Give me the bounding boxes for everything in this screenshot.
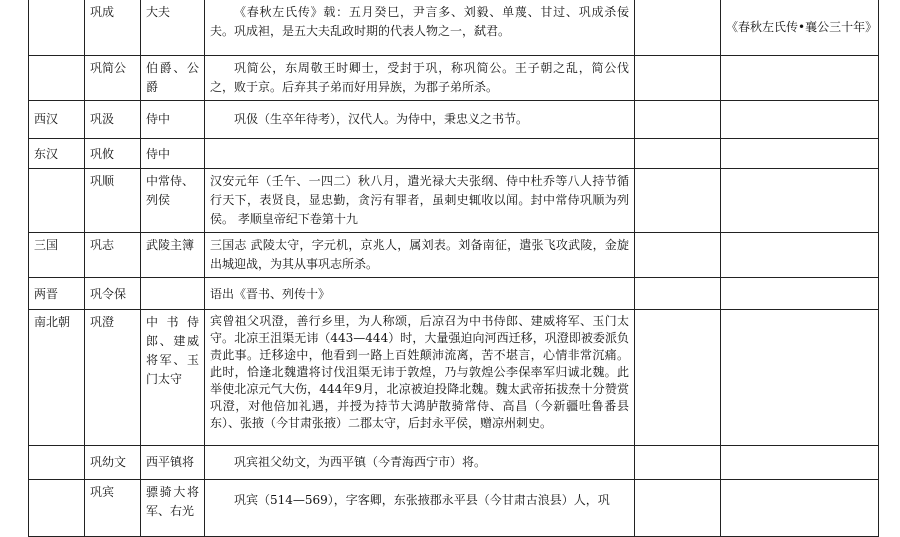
source-cell bbox=[721, 309, 879, 445]
era-cell: 东汉 bbox=[29, 138, 85, 168]
name-cell: 巩令保 bbox=[85, 277, 141, 309]
era-cell: 三国 bbox=[29, 232, 85, 277]
blank-cell bbox=[635, 445, 721, 479]
description-cell: 宾曾祖父巩澄，善行乡里，为人称颂，后凉召为中书侍郎、建威将军、玉门太守。北凉王沮渠无讳（443—444）时，大量强迫向河西迁移，巩澄即被委派负责此事。迁移途中，他看到一路上百姓颠沛流离，苦不堪言，心情非常沉痛。此时，恰逢北魏遣将讨伐沮渠无讳于敦煌，乃与敦煌公李保率军归诚北魏。此举使北凉元气大伤，444年9月，北凉被迫投降北魏。魏太武帝拓拔焘十分赞赏巩澄，对他倍加礼遇，并授为持节大鸿胪散骑常侍、高昌（今新疆吐鲁番县东）、张掖（今甘肃张掖）二郡太守，后封永平侯，赠凉州刺史。 bbox=[205, 309, 635, 445]
blank-cell bbox=[635, 100, 721, 138]
name-cell: 巩顺 bbox=[85, 168, 141, 232]
blank-cell bbox=[635, 0, 721, 55]
source-cell: 《春秋左氏传•襄公三十年》 bbox=[721, 0, 879, 55]
source-cell bbox=[721, 445, 879, 479]
title-cell: 伯爵、公爵 bbox=[141, 55, 205, 100]
source-cell bbox=[721, 277, 879, 309]
table-row bbox=[29, 0, 879, 55]
source-cell bbox=[721, 479, 879, 536]
source-cell bbox=[721, 232, 879, 277]
description-cell: 汉安元年（壬午、一四二）秋八月，遣光禄大夫张纲、侍中杜乔等八人持节循行天下，表贤良，显忠勤，贪污有罪者，虽刺史辄收以闻。封中常侍巩顺为列侯。 孝顺皇帝纪下卷第十九 bbox=[205, 168, 635, 232]
description-cell: 语出《晋书、列传十》 bbox=[205, 277, 635, 309]
blank-cell bbox=[635, 232, 721, 277]
title-cell: 侍中 bbox=[141, 100, 205, 138]
description-cell: 巩宾祖父幼文，为西平镇（今青海西宁市）将。 bbox=[205, 445, 635, 479]
title-cell: 侍中 bbox=[141, 138, 205, 168]
era-cell: 两晋 bbox=[29, 277, 85, 309]
blank-cell bbox=[635, 55, 721, 100]
name-cell: 巩成 bbox=[85, 0, 141, 55]
title-cell bbox=[141, 277, 205, 309]
blank-cell bbox=[635, 479, 721, 536]
name-cell: 巩汲 bbox=[85, 100, 141, 138]
source-cell bbox=[721, 100, 879, 138]
description-cell: 巩简公，东周敬王时卿士，受封于巩，称巩简公。王子朝之乱，简公伐之，败于京。后弃其子弟而好用异族，为郡子弟所杀。 bbox=[205, 55, 635, 100]
table-row bbox=[29, 100, 879, 138]
era-cell bbox=[29, 445, 85, 479]
blank-cell bbox=[635, 138, 721, 168]
era-cell bbox=[29, 0, 85, 55]
source-cell bbox=[721, 138, 879, 168]
description-cell: 《春秋左氏传》载：五月癸巳，尹言多、刘毅、单蔑、甘过、巩成杀佞夫。巩成袒，是五大夫乱政时期的代表人物之一，弑君。 bbox=[205, 0, 635, 55]
description-cell bbox=[205, 138, 635, 168]
table-row bbox=[29, 445, 879, 479]
name-cell: 巩宾 bbox=[85, 479, 141, 536]
blank-cell bbox=[635, 277, 721, 309]
name-cell: 巩幼文 bbox=[85, 445, 141, 479]
title-cell: 西平镇将 bbox=[141, 445, 205, 479]
table-row bbox=[29, 232, 879, 277]
description-cell: 三国志 武陵太守，字元机，京兆人，属刘表。刘备南征，遣张飞攻武陵，金旋出城迎战，为其从事巩志所杀。 bbox=[205, 232, 635, 277]
era-cell: 西汉 bbox=[29, 100, 85, 138]
blank-cell bbox=[635, 309, 721, 445]
era-cell bbox=[29, 168, 85, 232]
table-row bbox=[29, 138, 879, 168]
table-row bbox=[29, 55, 879, 100]
name-cell: 巩攸 bbox=[85, 138, 141, 168]
name-cell: 巩志 bbox=[85, 232, 141, 277]
historical-figures-table bbox=[28, 0, 879, 537]
blank-cell bbox=[635, 168, 721, 232]
title-cell: 大夫 bbox=[141, 0, 205, 55]
description-cell: 巩伋（生卒年待考），汉代人。为侍中，秉忠义之书节。 bbox=[205, 100, 635, 138]
table-row bbox=[29, 277, 879, 309]
title-cell: 中书侍郎、建威将军、玉门太守 bbox=[141, 309, 205, 445]
table-row bbox=[29, 168, 879, 232]
title-cell: 骠骑大将军、右光 bbox=[141, 479, 205, 536]
table-row bbox=[29, 479, 879, 536]
name-cell: 巩澄 bbox=[85, 309, 141, 445]
source-cell bbox=[721, 168, 879, 232]
era-cell bbox=[29, 55, 85, 100]
era-cell bbox=[29, 479, 85, 536]
era-cell: 南北朝 bbox=[29, 309, 85, 445]
description-cell: 巩宾（514—569），字客卿，东张掖郡永平县（今甘肃古浪县）人，巩 bbox=[205, 479, 635, 536]
source-cell bbox=[721, 55, 879, 100]
table-row bbox=[29, 309, 879, 445]
name-cell: 巩简公 bbox=[85, 55, 141, 100]
title-cell: 中常侍、列侯 bbox=[141, 168, 205, 232]
title-cell: 武陵主簿 bbox=[141, 232, 205, 277]
